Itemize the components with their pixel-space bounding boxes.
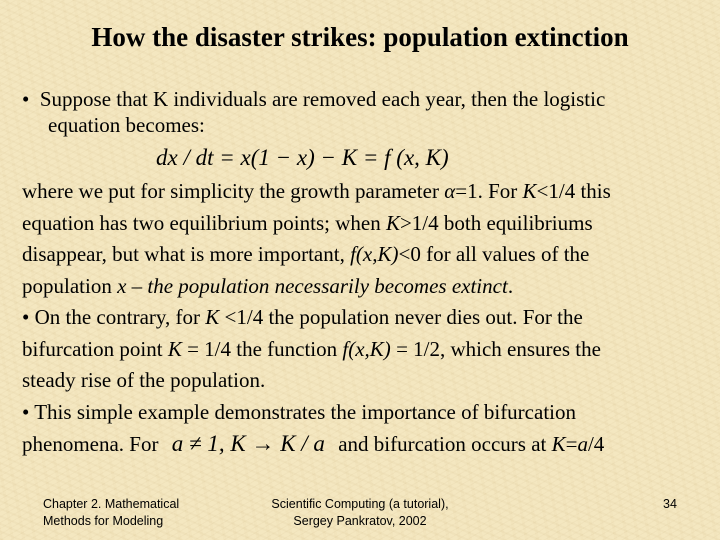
equation-rescaling: a ≠ 1, K → K / a	[171, 431, 325, 456]
para-line-6: bifurcation point K = 1/4 the function f(x,K) = 1/2, which ensures the	[22, 336, 601, 361]
bullet-marker: •	[22, 305, 30, 329]
para-line-7: steady rise of the population.	[22, 368, 266, 392]
bullet-3: • This simple example demonstrates the importance of bifurcation	[22, 399, 576, 424]
para-line-3: disappear, but what is more important, f(x,K)<0 for all values of the	[22, 242, 590, 266]
footer-source: Scientific Computing (a tutorial), Sergey Pankratov, 2002	[271, 497, 449, 528]
bullet-1-line-2: equation becomes:	[48, 113, 205, 137]
bullet-1	[22, 86, 712, 138]
page-number: 34	[663, 497, 677, 511]
para-line-9: phenomena. For a ≠ 1, K → K / a and bifurcation occurs at K=a/4	[22, 428, 712, 461]
bullet-1-line-1: • Suppose that K individuals are removed each year, then the logistic	[22, 87, 606, 111]
para-line-1: where we put for simplicity the growth parameter α=1. For K<1/4 this	[22, 179, 611, 203]
footer-chapter: Chapter 2. Mathematical Methods for Modeling	[43, 497, 180, 528]
bullet-marker: •	[22, 87, 30, 111]
equation-logistic-harvest: dx / dt = x(1 − x) − K = f (x, K)	[156, 145, 449, 170]
bullet-2: • On the contrary, for K <1/4 the population never dies out. For the	[22, 305, 583, 329]
slide-title: How the disaster strikes: population extinction	[91, 22, 629, 52]
bullet-marker: •	[22, 399, 30, 424]
body-paragraph	[22, 176, 712, 461]
para-line-4: population x – the population necessarily becomes extinct.	[22, 273, 514, 298]
para-line-2: equation has two equilibrium points; when K>1/4 both equilibriums	[22, 210, 593, 235]
